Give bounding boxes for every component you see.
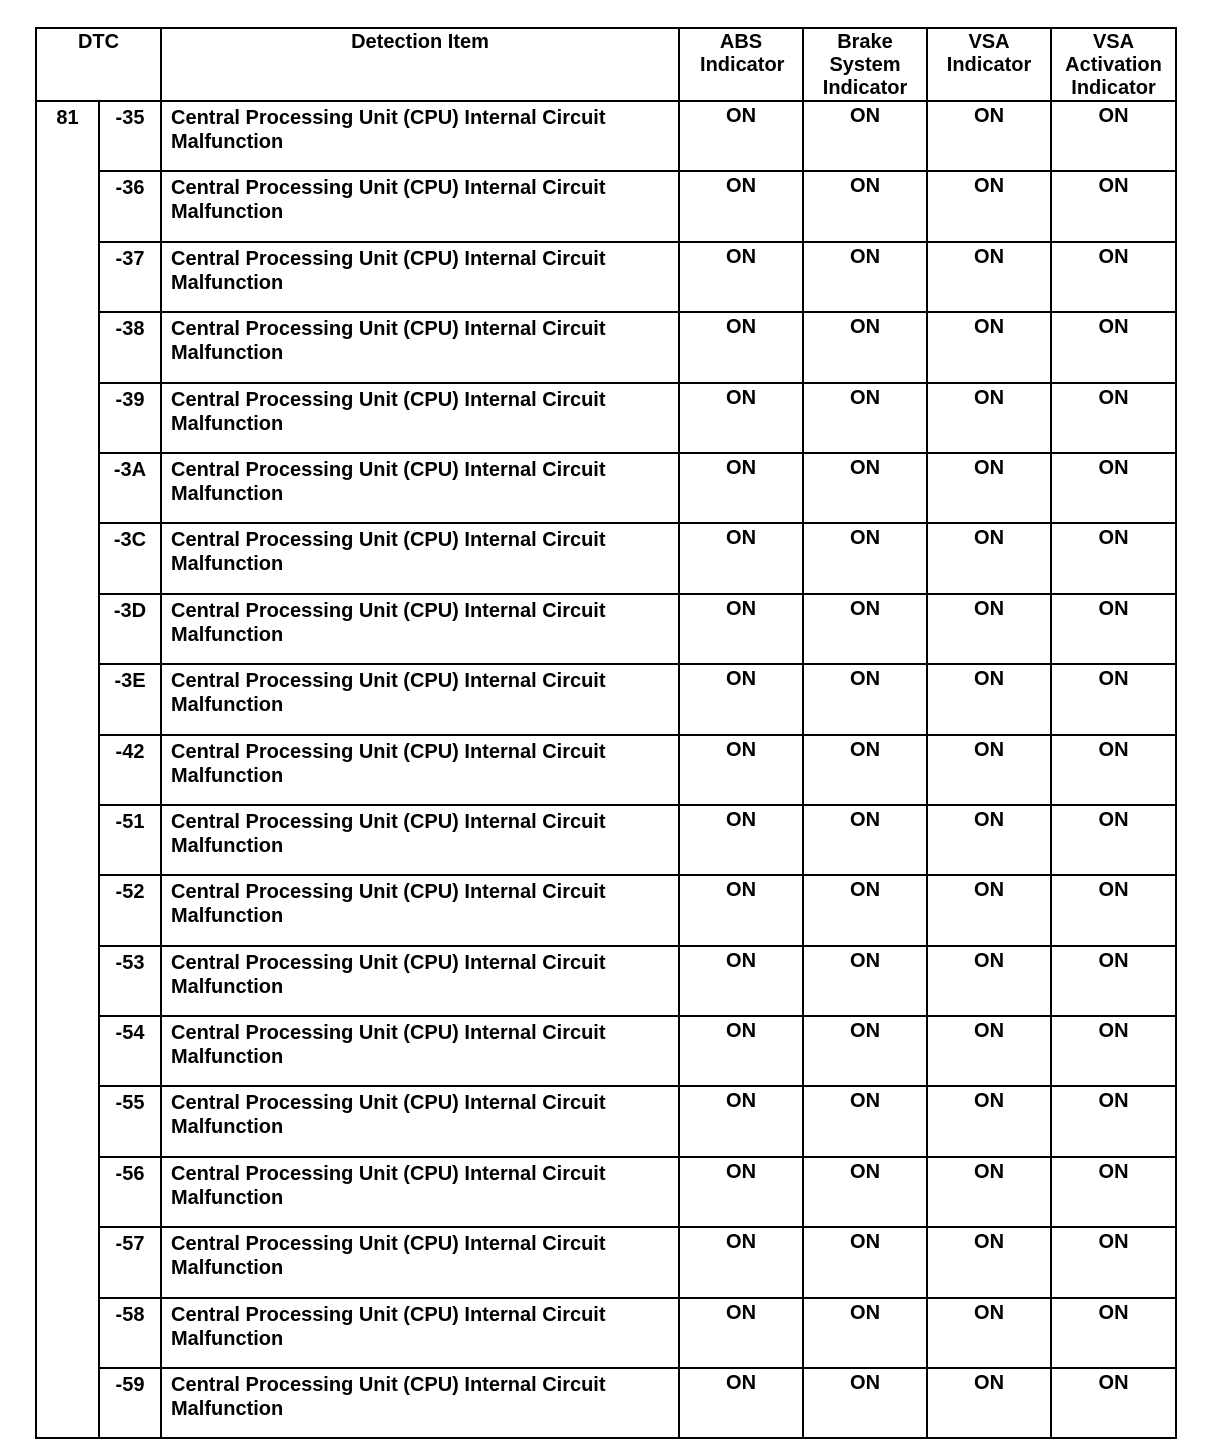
detection-item: Central Processing Unit (CPU) Internal Circuit Malfunction (161, 594, 679, 664)
vsa-indicator-value: ON (927, 735, 1051, 805)
abs-indicator-value: ON (679, 1157, 803, 1227)
brake-system-indicator-value: ON (803, 946, 927, 1016)
vsa-activation-indicator-value: ON (1051, 946, 1176, 1016)
vsa-activation-indicator-value: ON (1051, 383, 1176, 453)
brake-system-indicator-value: ON (803, 1298, 927, 1368)
vsa-indicator-value: ON (927, 1368, 1051, 1438)
detection-item: Central Processing Unit (CPU) Internal Circuit Malfunction (161, 1227, 679, 1297)
vsa-activation-indicator-value: ON (1051, 1157, 1176, 1227)
abs-indicator-value: ON (679, 946, 803, 1016)
brake-system-indicator-value: ON (803, 664, 927, 734)
dtc-subcode: -37 (99, 242, 161, 312)
header-detection-item: Detection Item (161, 28, 679, 101)
dtc-subcode: -51 (99, 805, 161, 875)
brake-system-indicator-value: ON (803, 453, 927, 523)
brake-system-indicator-value: ON (803, 594, 927, 664)
detection-item: Central Processing Unit (CPU) Internal Circuit Malfunction (161, 664, 679, 734)
vsa-indicator-value: ON (927, 453, 1051, 523)
vsa-activation-indicator-value: ON (1051, 1016, 1176, 1086)
dtc-subcode: -3A (99, 453, 161, 523)
abs-indicator-value: ON (679, 735, 803, 805)
table-row (36, 1298, 1176, 1368)
abs-indicator-value: ON (679, 453, 803, 523)
brake-system-indicator-value: ON (803, 101, 927, 171)
header-row (36, 28, 1176, 101)
abs-indicator-value: ON (679, 1368, 803, 1438)
detection-item: Central Processing Unit (CPU) Internal Circuit Malfunction (161, 312, 679, 382)
vsa-indicator-value: ON (927, 101, 1051, 171)
table-row (36, 1016, 1176, 1086)
abs-indicator-value: ON (679, 664, 803, 734)
dtc-subcode: -36 (99, 171, 161, 241)
detection-item: Central Processing Unit (CPU) Internal Circuit Malfunction (161, 171, 679, 241)
vsa-indicator-value: ON (927, 1227, 1051, 1297)
vsa-activation-indicator-value: ON (1051, 312, 1176, 382)
vsa-activation-indicator-value: ON (1051, 1227, 1176, 1297)
dtc-subcode: -54 (99, 1016, 161, 1086)
table-row (36, 946, 1176, 1016)
vsa-indicator-value: ON (927, 1016, 1051, 1086)
dtc-subcode: -3E (99, 664, 161, 734)
abs-indicator-value: ON (679, 875, 803, 945)
brake-system-indicator-value: ON (803, 1086, 927, 1156)
vsa-activation-indicator-value: ON (1051, 171, 1176, 241)
vsa-activation-indicator-value: ON (1051, 1368, 1176, 1438)
table-row (36, 1227, 1176, 1297)
brake-system-indicator-value: ON (803, 735, 927, 805)
table-row (36, 875, 1176, 945)
vsa-indicator-value: ON (927, 242, 1051, 312)
detection-item: Central Processing Unit (CPU) Internal Circuit Malfunction (161, 946, 679, 1016)
dtc-subcode: -38 (99, 312, 161, 382)
detection-item: Central Processing Unit (CPU) Internal Circuit Malfunction (161, 1016, 679, 1086)
brake-system-indicator-value: ON (803, 171, 927, 241)
abs-indicator-value: ON (679, 242, 803, 312)
dtc-subcode: -56 (99, 1157, 161, 1227)
brake-system-indicator-value: ON (803, 805, 927, 875)
vsa-activation-indicator-value: ON (1051, 735, 1176, 805)
table-row (36, 1086, 1176, 1156)
vsa-indicator-value: ON (927, 312, 1051, 382)
vsa-activation-indicator-value: ON (1051, 1298, 1176, 1368)
table-row (36, 101, 1176, 171)
vsa-activation-indicator-value: ON (1051, 453, 1176, 523)
vsa-indicator-value: ON (927, 1157, 1051, 1227)
abs-indicator-value: ON (679, 383, 803, 453)
detection-item: Central Processing Unit (CPU) Internal Circuit Malfunction (161, 1157, 679, 1227)
brake-system-indicator-value: ON (803, 383, 927, 453)
detection-item: Central Processing Unit (CPU) Internal Circuit Malfunction (161, 453, 679, 523)
table-row (36, 1157, 1176, 1227)
dtc-subcode: -59 (99, 1368, 161, 1438)
brake-system-indicator-value: ON (803, 1016, 927, 1086)
dtc-subcode: -52 (99, 875, 161, 945)
dtc-table (35, 27, 1177, 1439)
vsa-activation-indicator-value: ON (1051, 1086, 1176, 1156)
abs-indicator-value: ON (679, 805, 803, 875)
vsa-activation-indicator-value: ON (1051, 594, 1176, 664)
dtc-subcode: -53 (99, 946, 161, 1016)
table-row (36, 664, 1176, 734)
abs-indicator-value: ON (679, 1298, 803, 1368)
table-row (36, 805, 1176, 875)
table-row (36, 735, 1176, 805)
vsa-activation-indicator-value: ON (1051, 875, 1176, 945)
header-brake-system-indicator: Brake System Indicator (803, 28, 927, 101)
vsa-indicator-value: ON (927, 805, 1051, 875)
vsa-activation-indicator-value: ON (1051, 242, 1176, 312)
detection-item: Central Processing Unit (CPU) Internal Circuit Malfunction (161, 735, 679, 805)
abs-indicator-value: ON (679, 101, 803, 171)
vsa-indicator-value: ON (927, 523, 1051, 593)
dtc-subcode: -3D (99, 594, 161, 664)
table-row (36, 312, 1176, 382)
abs-indicator-value: ON (679, 1016, 803, 1086)
table-row (36, 383, 1176, 453)
dtc-subcode: -58 (99, 1298, 161, 1368)
header-abs-indicator: ABS Indicator (679, 28, 803, 101)
table-row (36, 594, 1176, 664)
brake-system-indicator-value: ON (803, 1157, 927, 1227)
brake-system-indicator-value: ON (803, 1227, 927, 1297)
abs-indicator-value: ON (679, 523, 803, 593)
vsa-indicator-value: ON (927, 946, 1051, 1016)
brake-system-indicator-value: ON (803, 312, 927, 382)
detection-item: Central Processing Unit (CPU) Internal Circuit Malfunction (161, 1086, 679, 1156)
vsa-indicator-value: ON (927, 171, 1051, 241)
dtc-subcode: -55 (99, 1086, 161, 1156)
abs-indicator-value: ON (679, 312, 803, 382)
detection-item: Central Processing Unit (CPU) Internal Circuit Malfunction (161, 1298, 679, 1368)
brake-system-indicator-value: ON (803, 242, 927, 312)
dtc-subcode: -39 (99, 383, 161, 453)
brake-system-indicator-value: ON (803, 523, 927, 593)
vsa-indicator-value: ON (927, 1086, 1051, 1156)
table-row (36, 1368, 1176, 1438)
table-body (36, 101, 1176, 1438)
header-dtc: DTC (36, 28, 161, 101)
detection-item: Central Processing Unit (CPU) Internal Circuit Malfunction (161, 383, 679, 453)
vsa-activation-indicator-value: ON (1051, 523, 1176, 593)
vsa-activation-indicator-value: ON (1051, 805, 1176, 875)
abs-indicator-value: ON (679, 1227, 803, 1297)
detection-item: Central Processing Unit (CPU) Internal Circuit Malfunction (161, 1368, 679, 1438)
brake-system-indicator-value: ON (803, 1368, 927, 1438)
vsa-indicator-value: ON (927, 594, 1051, 664)
brake-system-indicator-value: ON (803, 875, 927, 945)
header-vsa-indicator: VSA Indicator (927, 28, 1051, 101)
detection-item: Central Processing Unit (CPU) Internal Circuit Malfunction (161, 875, 679, 945)
detection-item: Central Processing Unit (CPU) Internal Circuit Malfunction (161, 523, 679, 593)
abs-indicator-value: ON (679, 594, 803, 664)
dtc-subcode: -35 (99, 101, 161, 171)
dtc-main-code: 81 (36, 101, 99, 1438)
detection-item: Central Processing Unit (CPU) Internal Circuit Malfunction (161, 101, 679, 171)
vsa-indicator-value: ON (927, 664, 1051, 734)
table-row (36, 242, 1176, 312)
dtc-subcode: -3C (99, 523, 161, 593)
abs-indicator-value: ON (679, 1086, 803, 1156)
table-row (36, 453, 1176, 523)
detection-item: Central Processing Unit (CPU) Internal Circuit Malfunction (161, 805, 679, 875)
dtc-subcode: -42 (99, 735, 161, 805)
dtc-subcode: -57 (99, 1227, 161, 1297)
abs-indicator-value: ON (679, 171, 803, 241)
header-vsa-activation-indicator: VSA Activation Indicator (1051, 28, 1176, 101)
table-row (36, 523, 1176, 593)
vsa-indicator-value: ON (927, 1298, 1051, 1368)
vsa-activation-indicator-value: ON (1051, 664, 1176, 734)
detection-item: Central Processing Unit (CPU) Internal Circuit Malfunction (161, 242, 679, 312)
vsa-indicator-value: ON (927, 875, 1051, 945)
vsa-indicator-value: ON (927, 383, 1051, 453)
table-row (36, 171, 1176, 241)
vsa-activation-indicator-value: ON (1051, 101, 1176, 171)
